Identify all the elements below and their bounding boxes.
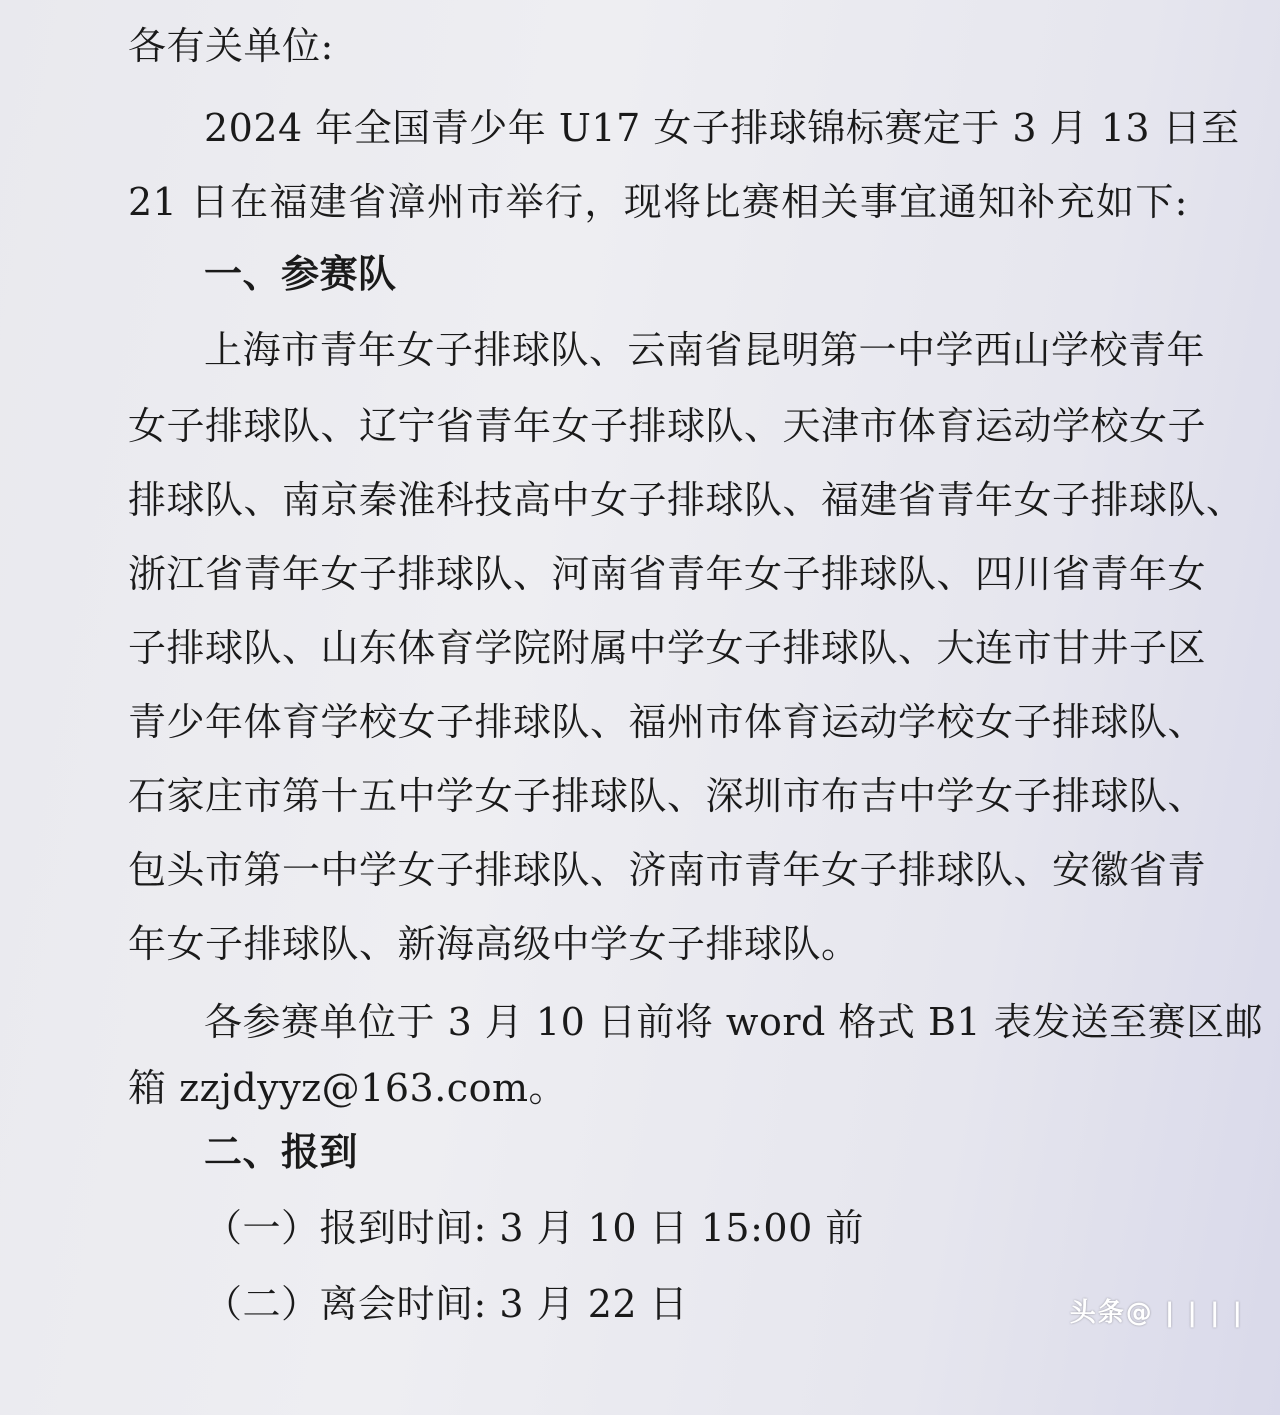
section2-heading: 二、报到 <box>204 1129 359 1174</box>
team-line-7: 石家庄市第十五中学女子排球队、深圳市布吉中学女子排球队、 <box>128 774 1207 818</box>
note-line-1: 各参赛单位于 3 月 10 日前将 word 格式 B1 表发送至赛区邮 <box>204 1000 1264 1044</box>
salutation: 各有关单位: <box>128 24 334 68</box>
note-line-2: 箱 zzjdyyz@163.com。 <box>128 1066 567 1110</box>
departure-time: （二）离会时间: 3 月 22 日 <box>204 1282 689 1326</box>
intro-line-1: 2024 年全国青少年 U17 女子排球锦标赛定于 3 月 13 日至 <box>204 106 1240 150</box>
team-line-1: 上海市青年女子排球队、云南省昆明第一中学西山学校青年 <box>204 328 1206 372</box>
section1-heading: 一、参赛队 <box>204 251 397 296</box>
team-line-5: 子排球队、山东体育学院附属中学女子排球队、大连市甘井子区 <box>128 626 1207 670</box>
checkin-time: （一）报到时间: 3 月 10 日 15:00 前 <box>204 1206 864 1250</box>
team-line-4: 浙江省青年女子排球队、河南省青年女子排球队、四川省青年女 <box>128 552 1207 596</box>
watermark-logo: 头条@ | | | | <box>1069 1298 1244 1328</box>
intro-line-2: 21 日在福建省漳州市举行，现将比赛相关事宜通知补充如下: <box>128 180 1188 224</box>
team-line-2: 女子排球队、辽宁省青年女子排球队、天津市体育运动学校女子 <box>128 404 1207 448</box>
team-line-6: 青少年体育学校女子排球队、福州市体育运动学校女子排球队、 <box>128 700 1207 744</box>
team-line-8: 包头市第一中学女子排球队、济南市青年女子排球队、安徽省青 <box>128 848 1207 892</box>
team-line-9: 年女子排球队、新海高级中学女子排球队。 <box>128 922 860 966</box>
team-line-3: 排球队、南京秦淮科技高中女子排球队、福建省青年女子排球队、 <box>128 478 1245 522</box>
